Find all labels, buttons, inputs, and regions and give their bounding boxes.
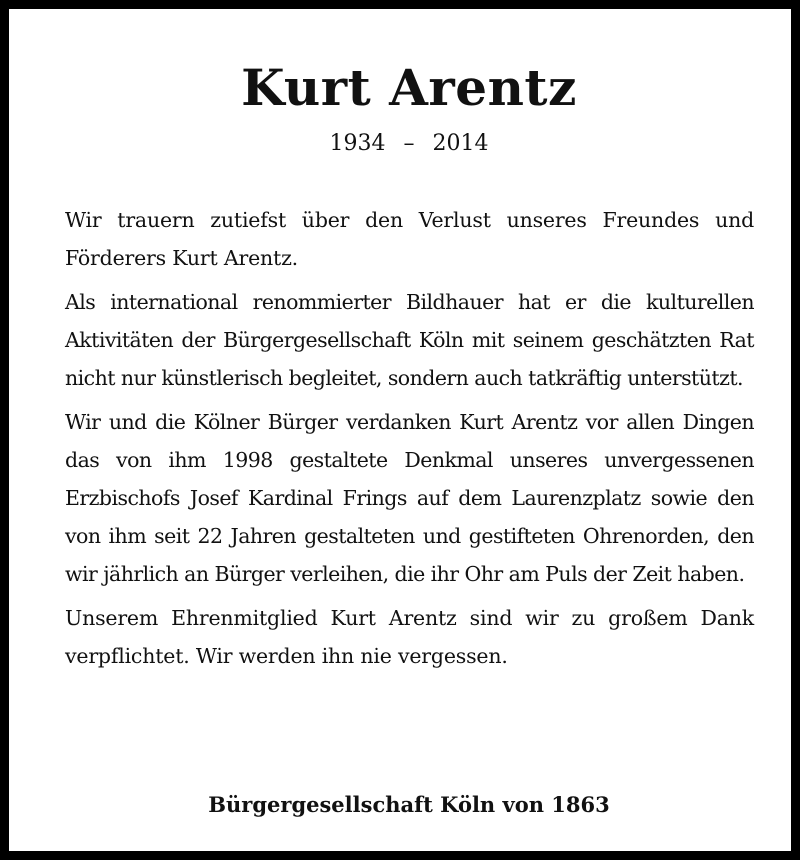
signature: Bürgergesellschaft Köln von 1863 [208, 792, 610, 817]
death-year: 2014 [432, 131, 489, 156]
dates-dash: – [403, 131, 415, 156]
paragraph-monument: Wir und die Kölner Bürger verdanken Kurt Arentz vor allen Dingen das von ihm 1998 gestaltete Denkmal unseres unvergessenen Erzbischofs Josef Kardinal Frings auf dem Laurenzplatz sowie den von ihm seit 22 Jahren gestalteten und gestifteten Ohrenorden, den wir jährlich an Bürger verleihen, die ihr Ohr am Puls der Zeit haben. [65, 410, 754, 586]
deceased-name: Kurt Arentz [241, 58, 577, 117]
paragraph-sculptor: Als international renommierter Bildhauer hat er die kulturellen Aktivitäten der Bürgergesellschaft Köln mit seinem geschätzten Rat nicht nur künstlerisch begleitet, sondern auch tatkräftig unterstützt. [65, 290, 754, 390]
paragraph-grief: Wir trauern zutiefst über den Verlust unseres Freundes und Förderers Kurt Arentz. [65, 208, 754, 270]
notice-body [65, 201, 754, 681]
paragraph-honorary-member: Unserem Ehrenmitglied Kurt Arentz sind wir zu großem Dank verpflichtet. Wir werden ihn nie vergessen. [65, 606, 754, 668]
life-dates [9, 125, 800, 163]
birth-year: 1934 [329, 131, 386, 156]
